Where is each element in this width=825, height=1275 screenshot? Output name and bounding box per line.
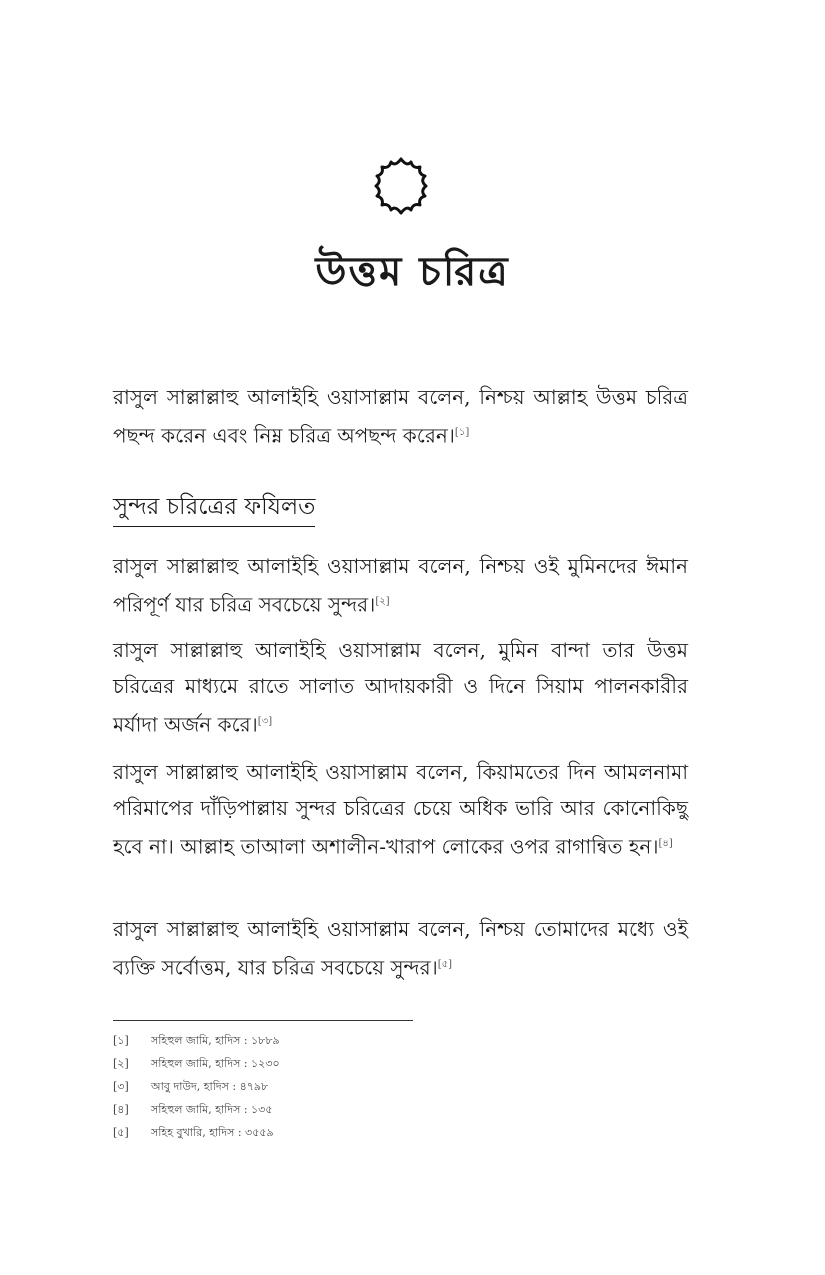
hadith-paragraph bbox=[113, 754, 688, 865]
chapter-title: উত্তম চরিত্র bbox=[315, 248, 510, 295]
section-heading: সুন্দর চরিত্রের ফযিলত bbox=[113, 490, 315, 527]
hadith-paragraph bbox=[113, 632, 688, 743]
footnote-text: সহিহুল জামি, হাদিস : ১৩৫ bbox=[151, 1103, 273, 1116]
footnote-number: [ ১ ] bbox=[113, 1032, 151, 1050]
footnote-text: সহিহ বুখারি, হাদিস : ৩৫৫৯ bbox=[151, 1126, 274, 1139]
hadith-text: রাসুল সাল্লাল্লাহু আলাইহি ওয়াসাল্লাম বলেন, মুমিন বান্দা তার উত্তম চরিত্রের মাধ্যমে রাতে সালাত আদায়কারী ও দিনে সিয়াম পালনকারীর মর্যাদা অর্জন করে। bbox=[113, 638, 688, 737]
footnote-item bbox=[113, 1055, 613, 1078]
footnote-number: [ ৩ ] bbox=[113, 1078, 151, 1096]
footnote-text: সহিহুল জামি, হাদিস : ১২৩০ bbox=[151, 1057, 280, 1070]
footnote-ref: [ $^৫$ ] bbox=[438, 959, 452, 970]
footnote-ref: [ $^১$ ] bbox=[455, 427, 469, 438]
footnote-number: [ ২ ] bbox=[113, 1055, 151, 1073]
hadith-text: রাসুল সাল্লাল্লাহু আলাইহি ওয়াসাল্লাম বলেন, কিয়ামতের দিন আমলনামা পরিমাপের দাঁড়িপাল্লায় সুন্দর চরিত্রের চেয়ে অধিক ভারি আর কোনোকিছু হবে না। আল্লাহ তাআলা অশালীন-খারাপ লোকের ওপর রাগান্বিত হন। bbox=[113, 760, 688, 859]
footnote-item bbox=[113, 1032, 613, 1055]
hadith-paragraph bbox=[113, 911, 688, 986]
footnote-number: [ ৫ ] bbox=[113, 1124, 151, 1142]
footnote-text: সহিহুল জামি, হাদিস : ১৮৮৯ bbox=[151, 1034, 280, 1047]
footnote-ref: [ $^৪$ ] bbox=[659, 838, 673, 849]
footnote-item bbox=[113, 1101, 613, 1124]
footnote-item bbox=[113, 1124, 613, 1147]
intro-paragraph bbox=[113, 379, 688, 454]
footnote-divider bbox=[113, 1020, 413, 1021]
hadith-paragraph bbox=[113, 548, 688, 623]
hadith-text: রাসুল সাল্লাল্লাহু আলাইহি ওয়াসাল্লাম বলেন, নিশ্চয় ওই মুমিনদের ঈমান পরিপূর্ণ যার চরিত্র সবচেয়ে সুন্দর। bbox=[113, 554, 688, 617]
footnote-ref: [ $^২$ ] bbox=[375, 596, 389, 607]
footnotes-list bbox=[113, 1032, 613, 1147]
footnote-item bbox=[113, 1078, 613, 1101]
hadith-text: রাসুল সাল্লাল্লাহু আলাইহি ওয়াসাল্লাম বলেন, নিশ্চয় তোমাদের মধ্যে ওই ব্যক্তি সর্বোত্তম, যার চরিত্র সবচেয়ে সুন্দর। bbox=[113, 917, 688, 980]
intro-text: রাসুল সাল্লাল্লাহু আলাইহি ওয়াসাল্লাম বলেন, নিশ্চয় আল্লাহ উত্তম চরিত্র পছন্দ করেন এবং নিম্ন চরিত্র অপছন্দ করেন। bbox=[113, 385, 688, 448]
footnote-number: [ ৪ ] bbox=[113, 1101, 151, 1119]
footnote-text: আবু দাউদ, হাদিস : ৪৭৯৮ bbox=[151, 1080, 269, 1093]
eight-point-star-ornament-icon bbox=[367, 155, 435, 217]
footnote-ref: [ $^৩$ ] bbox=[258, 716, 272, 727]
